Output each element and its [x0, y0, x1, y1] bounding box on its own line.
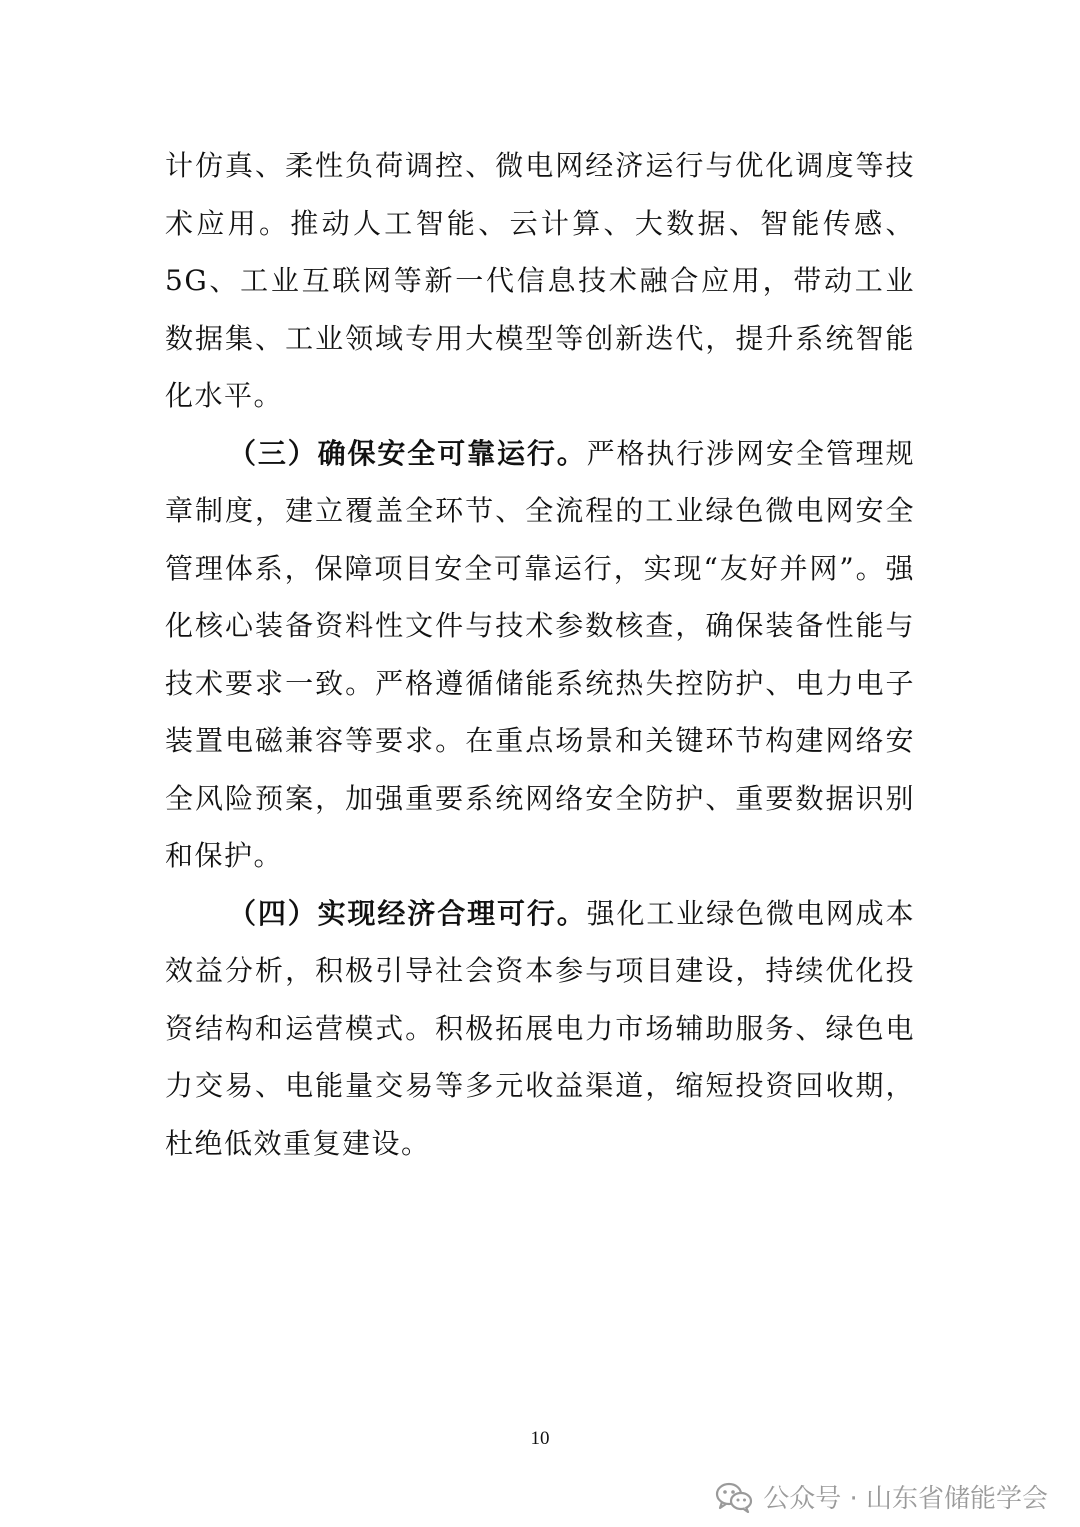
- page-number: 10: [530, 1428, 550, 1449]
- section-3-body: 严格执行涉网安全管理规章制度，建立覆盖全环节、全流程的工业绿色微电网安全管理体系，保障项目安全可靠运行，实现“友好并网”。强化核心装备资料性文件与技术参数核查，确保装备性能与技术要求一致。严格遵循储能系统热失控防护、电力电子装置电磁兼容等要求。在重点场景和关键环节构建网络安全风险预案，加强重要系统网络安全防护、重要数据识别和保护。: [165, 436, 915, 872]
- section-4-heading: （四）实现经济合理可行。: [228, 896, 587, 930]
- wechat-icon: [715, 1481, 753, 1513]
- paragraph-continuation: 计仿真、柔性负荷调控、微电网经济运行与优化调度等技术应用。推动人工智能、云计算、大数据、智能传感、5G、工业互联网等新一代信息技术融合应用，带动工业数据集、工业领域专用大模型等创新迭代，提升系统智能化水平。: [165, 149, 915, 412]
- document-body: [165, 137, 915, 1172]
- section-3-paragraph: [165, 425, 915, 885]
- section-4-paragraph: [165, 885, 915, 1173]
- section-4-body: 强化工业绿色微电网成本效益分析，积极引导社会资本参与项目建设，持续优化投资结构和运营模式。积极拓展电力市场辅助服务、绿色电力交易、电能量交易等多元收益渠道，缩短投资回收期，杜绝低效重复建设。: [165, 896, 915, 1160]
- wechat-watermark: [715, 1478, 1048, 1515]
- watermark-text: 公众号 · 山东省储能学会: [763, 1484, 1048, 1514]
- section-3-heading: （三）确保安全可靠运行。: [228, 436, 587, 470]
